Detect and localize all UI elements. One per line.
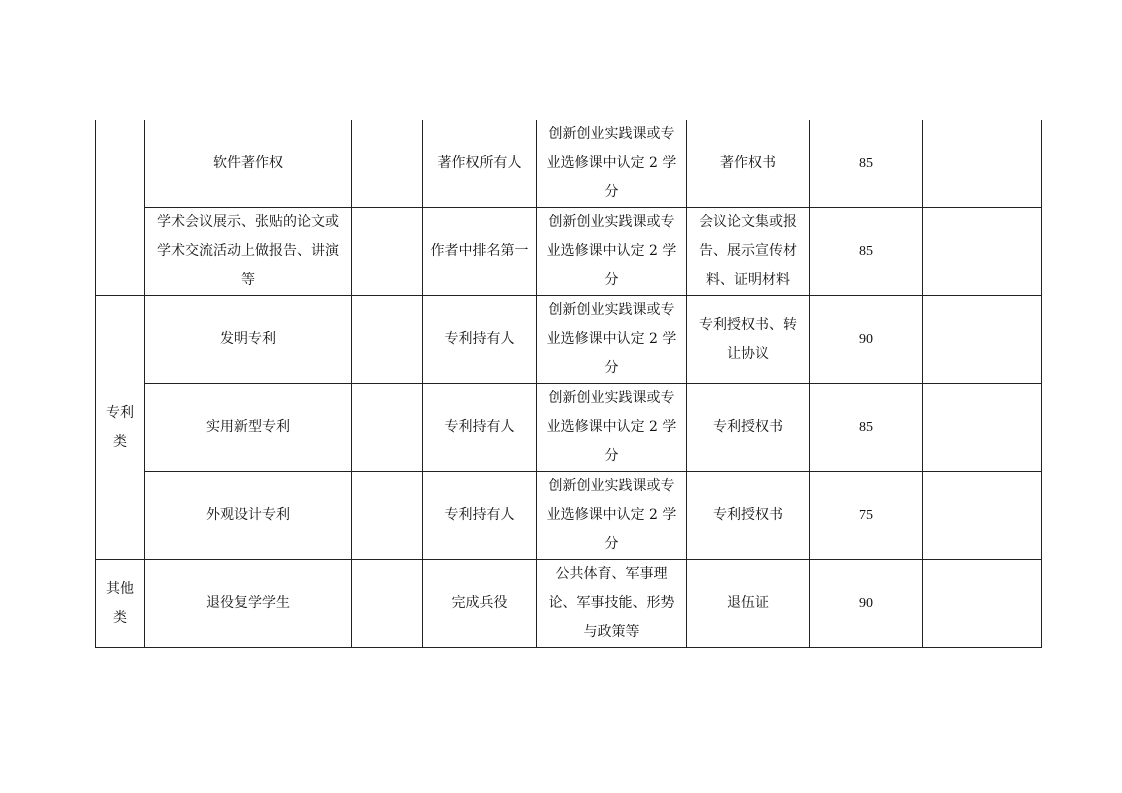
note-cell	[923, 472, 1042, 560]
credit-cell: 公共体育、军事理论、军事技能、形势与政策等	[537, 560, 687, 648]
blank-cell	[352, 208, 423, 296]
category-cell: 其他类	[96, 560, 145, 648]
table-row	[96, 384, 1042, 472]
proof-cell: 专利授权书、转让协议	[687, 296, 810, 384]
table-row	[96, 208, 1042, 296]
item-cell: 实用新型专利	[145, 384, 352, 472]
table-row	[96, 296, 1042, 384]
table-row	[96, 120, 1042, 208]
score-cell: 85	[810, 208, 923, 296]
proof-cell: 专利授权书	[687, 384, 810, 472]
note-cell	[923, 384, 1042, 472]
blank-cell	[352, 472, 423, 560]
credit-cell: 创新创业实践课或专业选修课中认定 2 学分	[537, 384, 687, 472]
score-cell: 90	[810, 296, 923, 384]
credit-table	[95, 120, 1042, 648]
score-cell: 90	[810, 560, 923, 648]
applicant-cell: 作者中排名第一	[423, 208, 537, 296]
applicant-cell: 著作权所有人	[423, 120, 537, 208]
score-cell: 85	[810, 384, 923, 472]
credit-cell: 创新创业实践课或专业选修课中认定 2 学分	[537, 296, 687, 384]
item-cell: 外观设计专利	[145, 472, 352, 560]
credit-cell: 创新创业实践课或专业选修课中认定 2 学分	[537, 120, 687, 208]
proof-cell: 专利授权书	[687, 472, 810, 560]
proof-cell: 会议论文集或报告、展示宣传材料、证明材料	[687, 208, 810, 296]
proof-cell: 退伍证	[687, 560, 810, 648]
category-cell	[96, 120, 145, 296]
note-cell	[923, 120, 1042, 208]
score-cell: 75	[810, 472, 923, 560]
item-cell: 学术会议展示、张贴的论文或学术交流活动上做报告、讲演等	[145, 208, 352, 296]
note-cell	[923, 560, 1042, 648]
blank-cell	[352, 384, 423, 472]
proof-cell: 著作权书	[687, 120, 810, 208]
applicant-cell: 专利持有人	[423, 472, 537, 560]
blank-cell	[352, 560, 423, 648]
score-cell: 85	[810, 120, 923, 208]
credit-cell: 创新创业实践课或专业选修课中认定 2 学分	[537, 208, 687, 296]
note-cell	[923, 296, 1042, 384]
blank-cell	[352, 296, 423, 384]
table-row	[96, 560, 1042, 648]
note-cell	[923, 208, 1042, 296]
credit-cell: 创新创业实践课或专业选修课中认定 2 学分	[537, 472, 687, 560]
table-row	[96, 472, 1042, 560]
item-cell: 退役复学学生	[145, 560, 352, 648]
item-cell: 软件著作权	[145, 120, 352, 208]
blank-cell	[352, 120, 423, 208]
applicant-cell: 专利持有人	[423, 384, 537, 472]
category-cell: 专利类	[96, 296, 145, 560]
applicant-cell: 完成兵役	[423, 560, 537, 648]
applicant-cell: 专利持有人	[423, 296, 537, 384]
item-cell: 发明专利	[145, 296, 352, 384]
